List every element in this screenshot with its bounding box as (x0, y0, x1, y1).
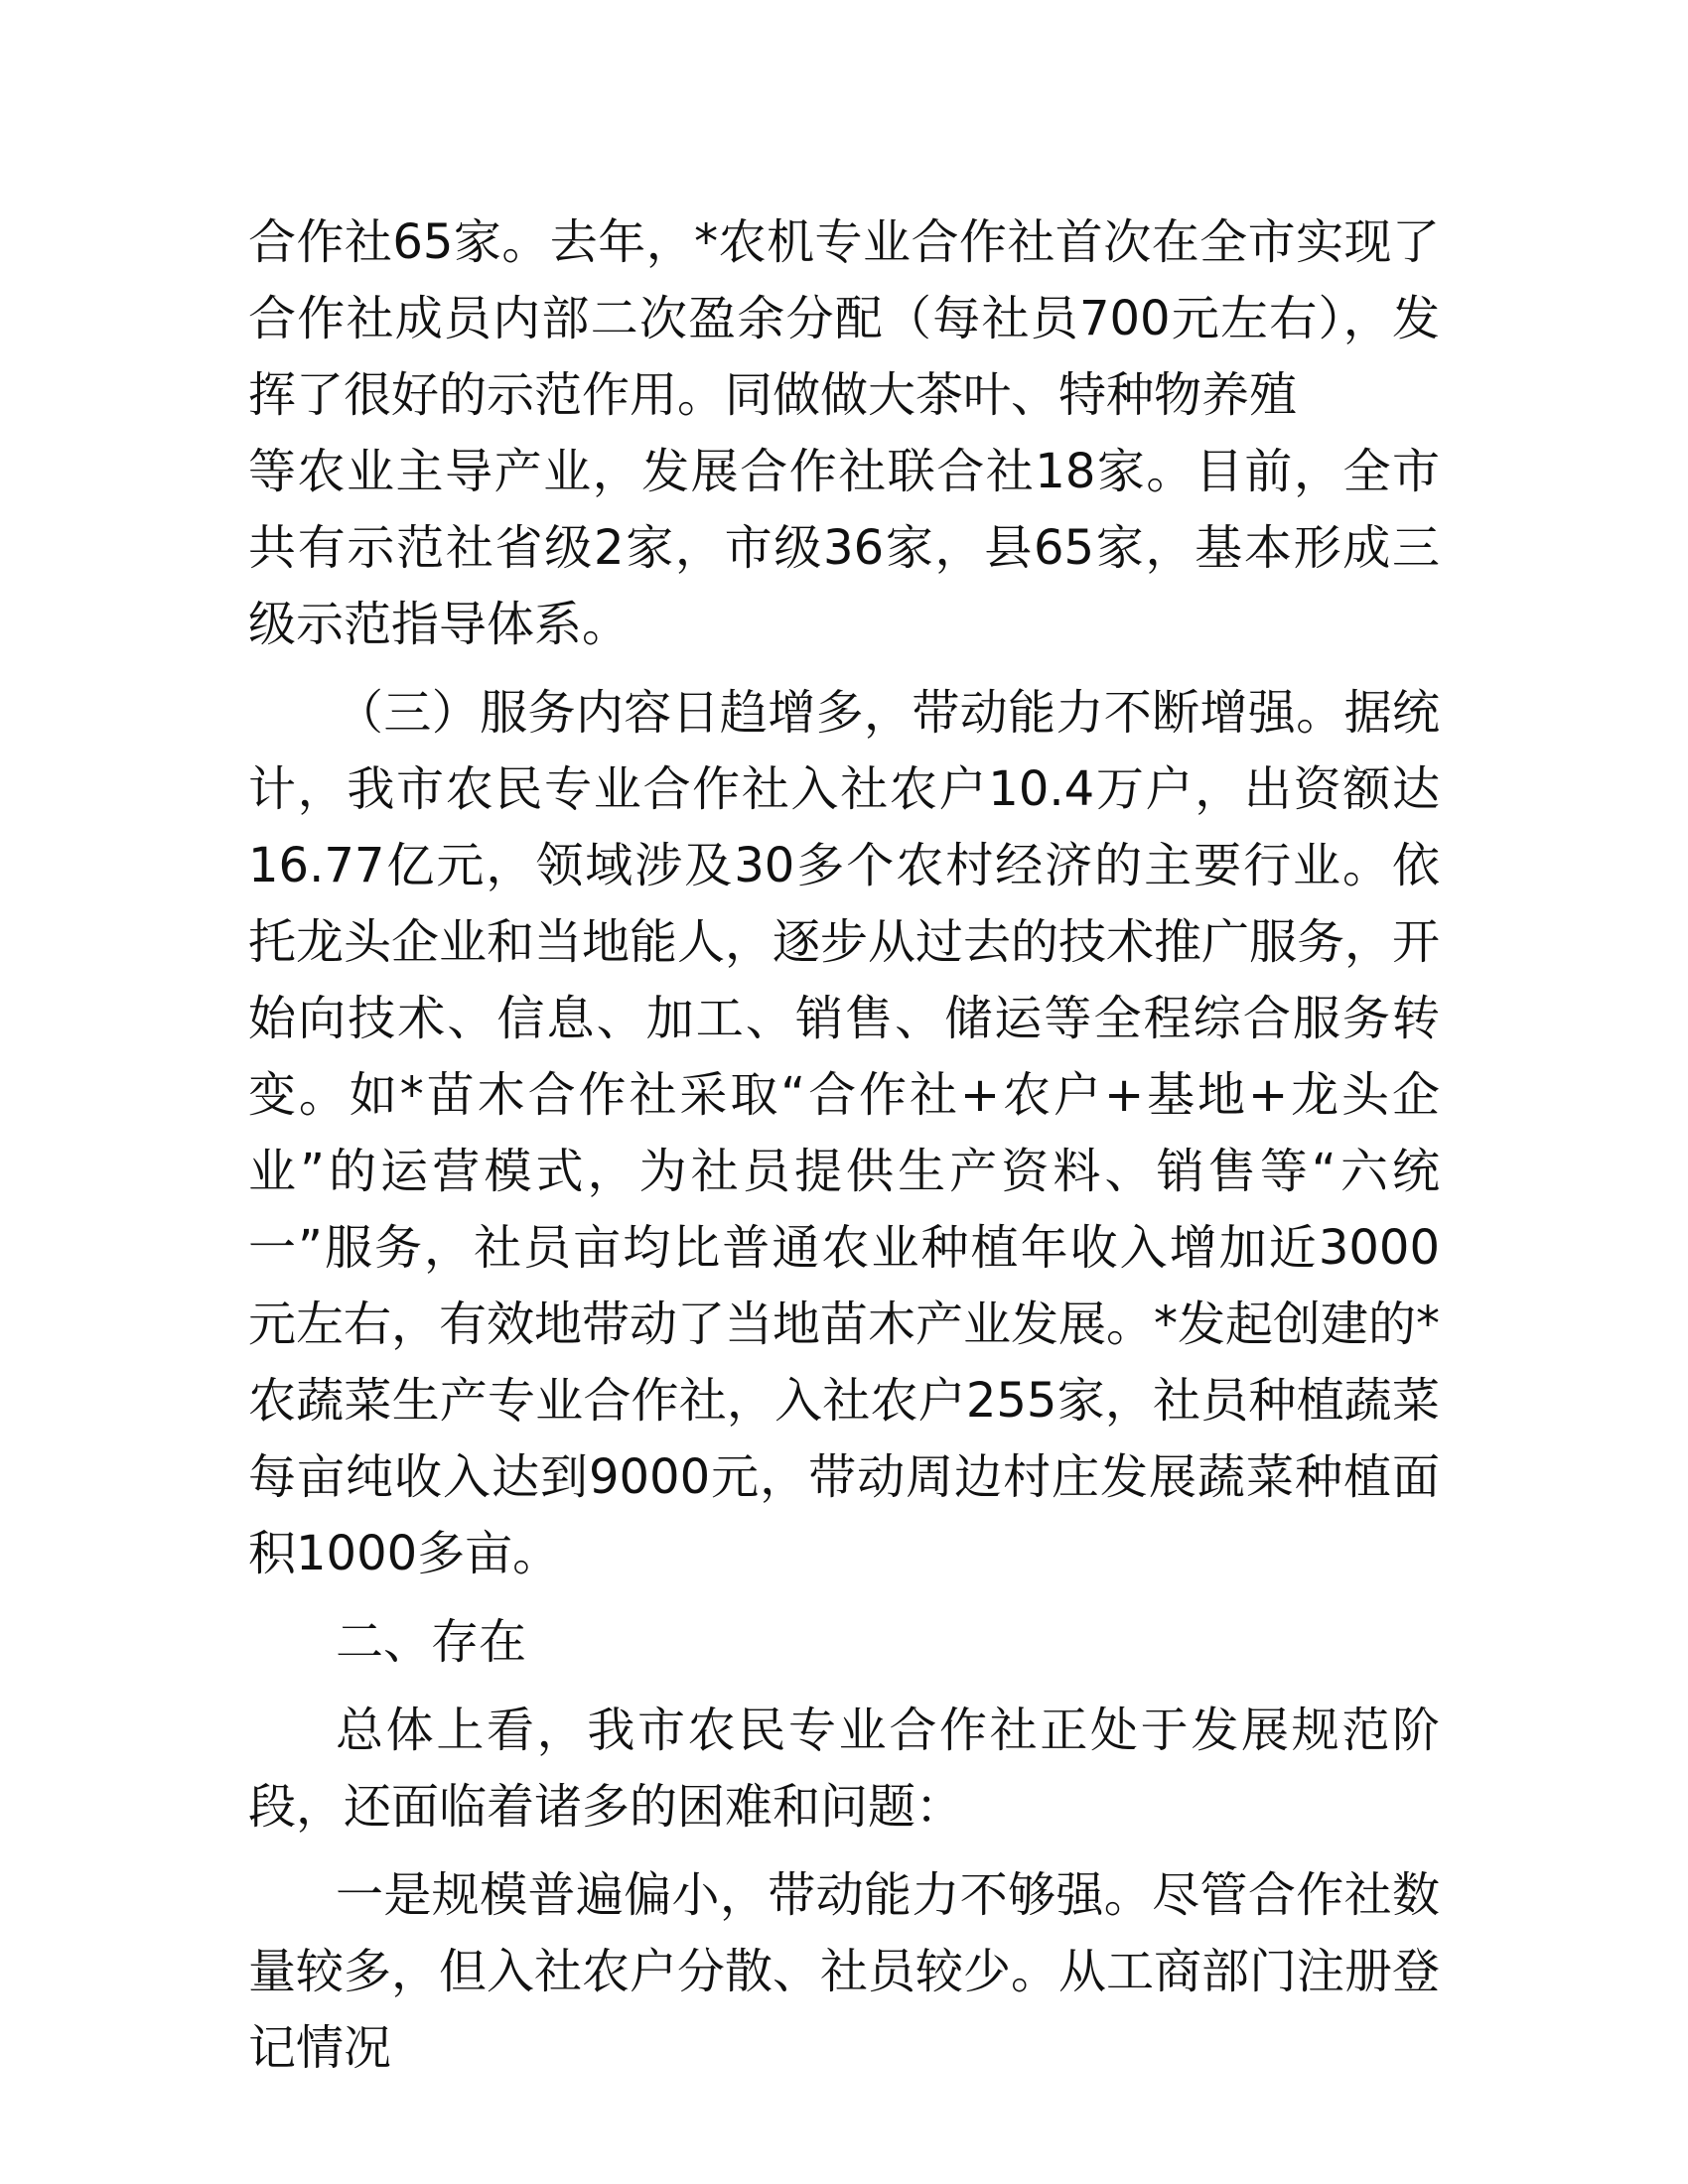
paragraph-demonstration-system: 等农业主导产业，发展合作社联合社18家。目前，全市共有示范社省级2家，市级36家，县65家，基本形成三级示范指导体系。 (248, 444, 1440, 652)
paragraph-cooperative-continuation: 合作社65家。去年，*农机专业合作社首次在全市实现了合作社成员内部二次盈余分配（每社员700元左右），发挥了很好的示范作用。同做做大茶叶、特种物养殖 (248, 214, 1440, 423)
paragraph-overall-view: 总体上看，我市农民专业合作社正处于发展规范阶段，还面临着诸多的困难和问题： (248, 1703, 1440, 1835)
paragraph-scale-problem: 一是规模普遍偏小，带动能力不够强。尽管合作社数量较多，但入社农户分散、社员较少。从工商部门注册登记情况 (248, 1867, 1441, 2076)
document-body (248, 205, 1440, 2087)
section-heading-problems: 二、存在 (336, 1614, 527, 1670)
paragraph-service-content: （三）服务内容日趋增多，带动能力不断增强。据统计，我市农民专业合作社入社农户10.4万户，出资额达16.77亿元，领域涉及30多个农村经济的主要行业。依托龙头企业和当地能人，逐步从过去的技术推广服务，开始向技术、信息、加工、销售、储运等全程综合服务转变。如*苗木合作社采取“合作社+农户+基地+龙头企业”的运营模式，为社员提供生产资料、销售等“六统一”服务，社员亩均比普通农业种植年收入增加近3000元左右，有效地带动了当地苗木产业发展。*发起创建的*农蔬菜生产专业合作社，入社农户255家，社员种植蔬菜每亩纯收入达到9000元，带动周边村庄发展蔬菜种植面积1000多亩。 (248, 685, 1441, 1581)
